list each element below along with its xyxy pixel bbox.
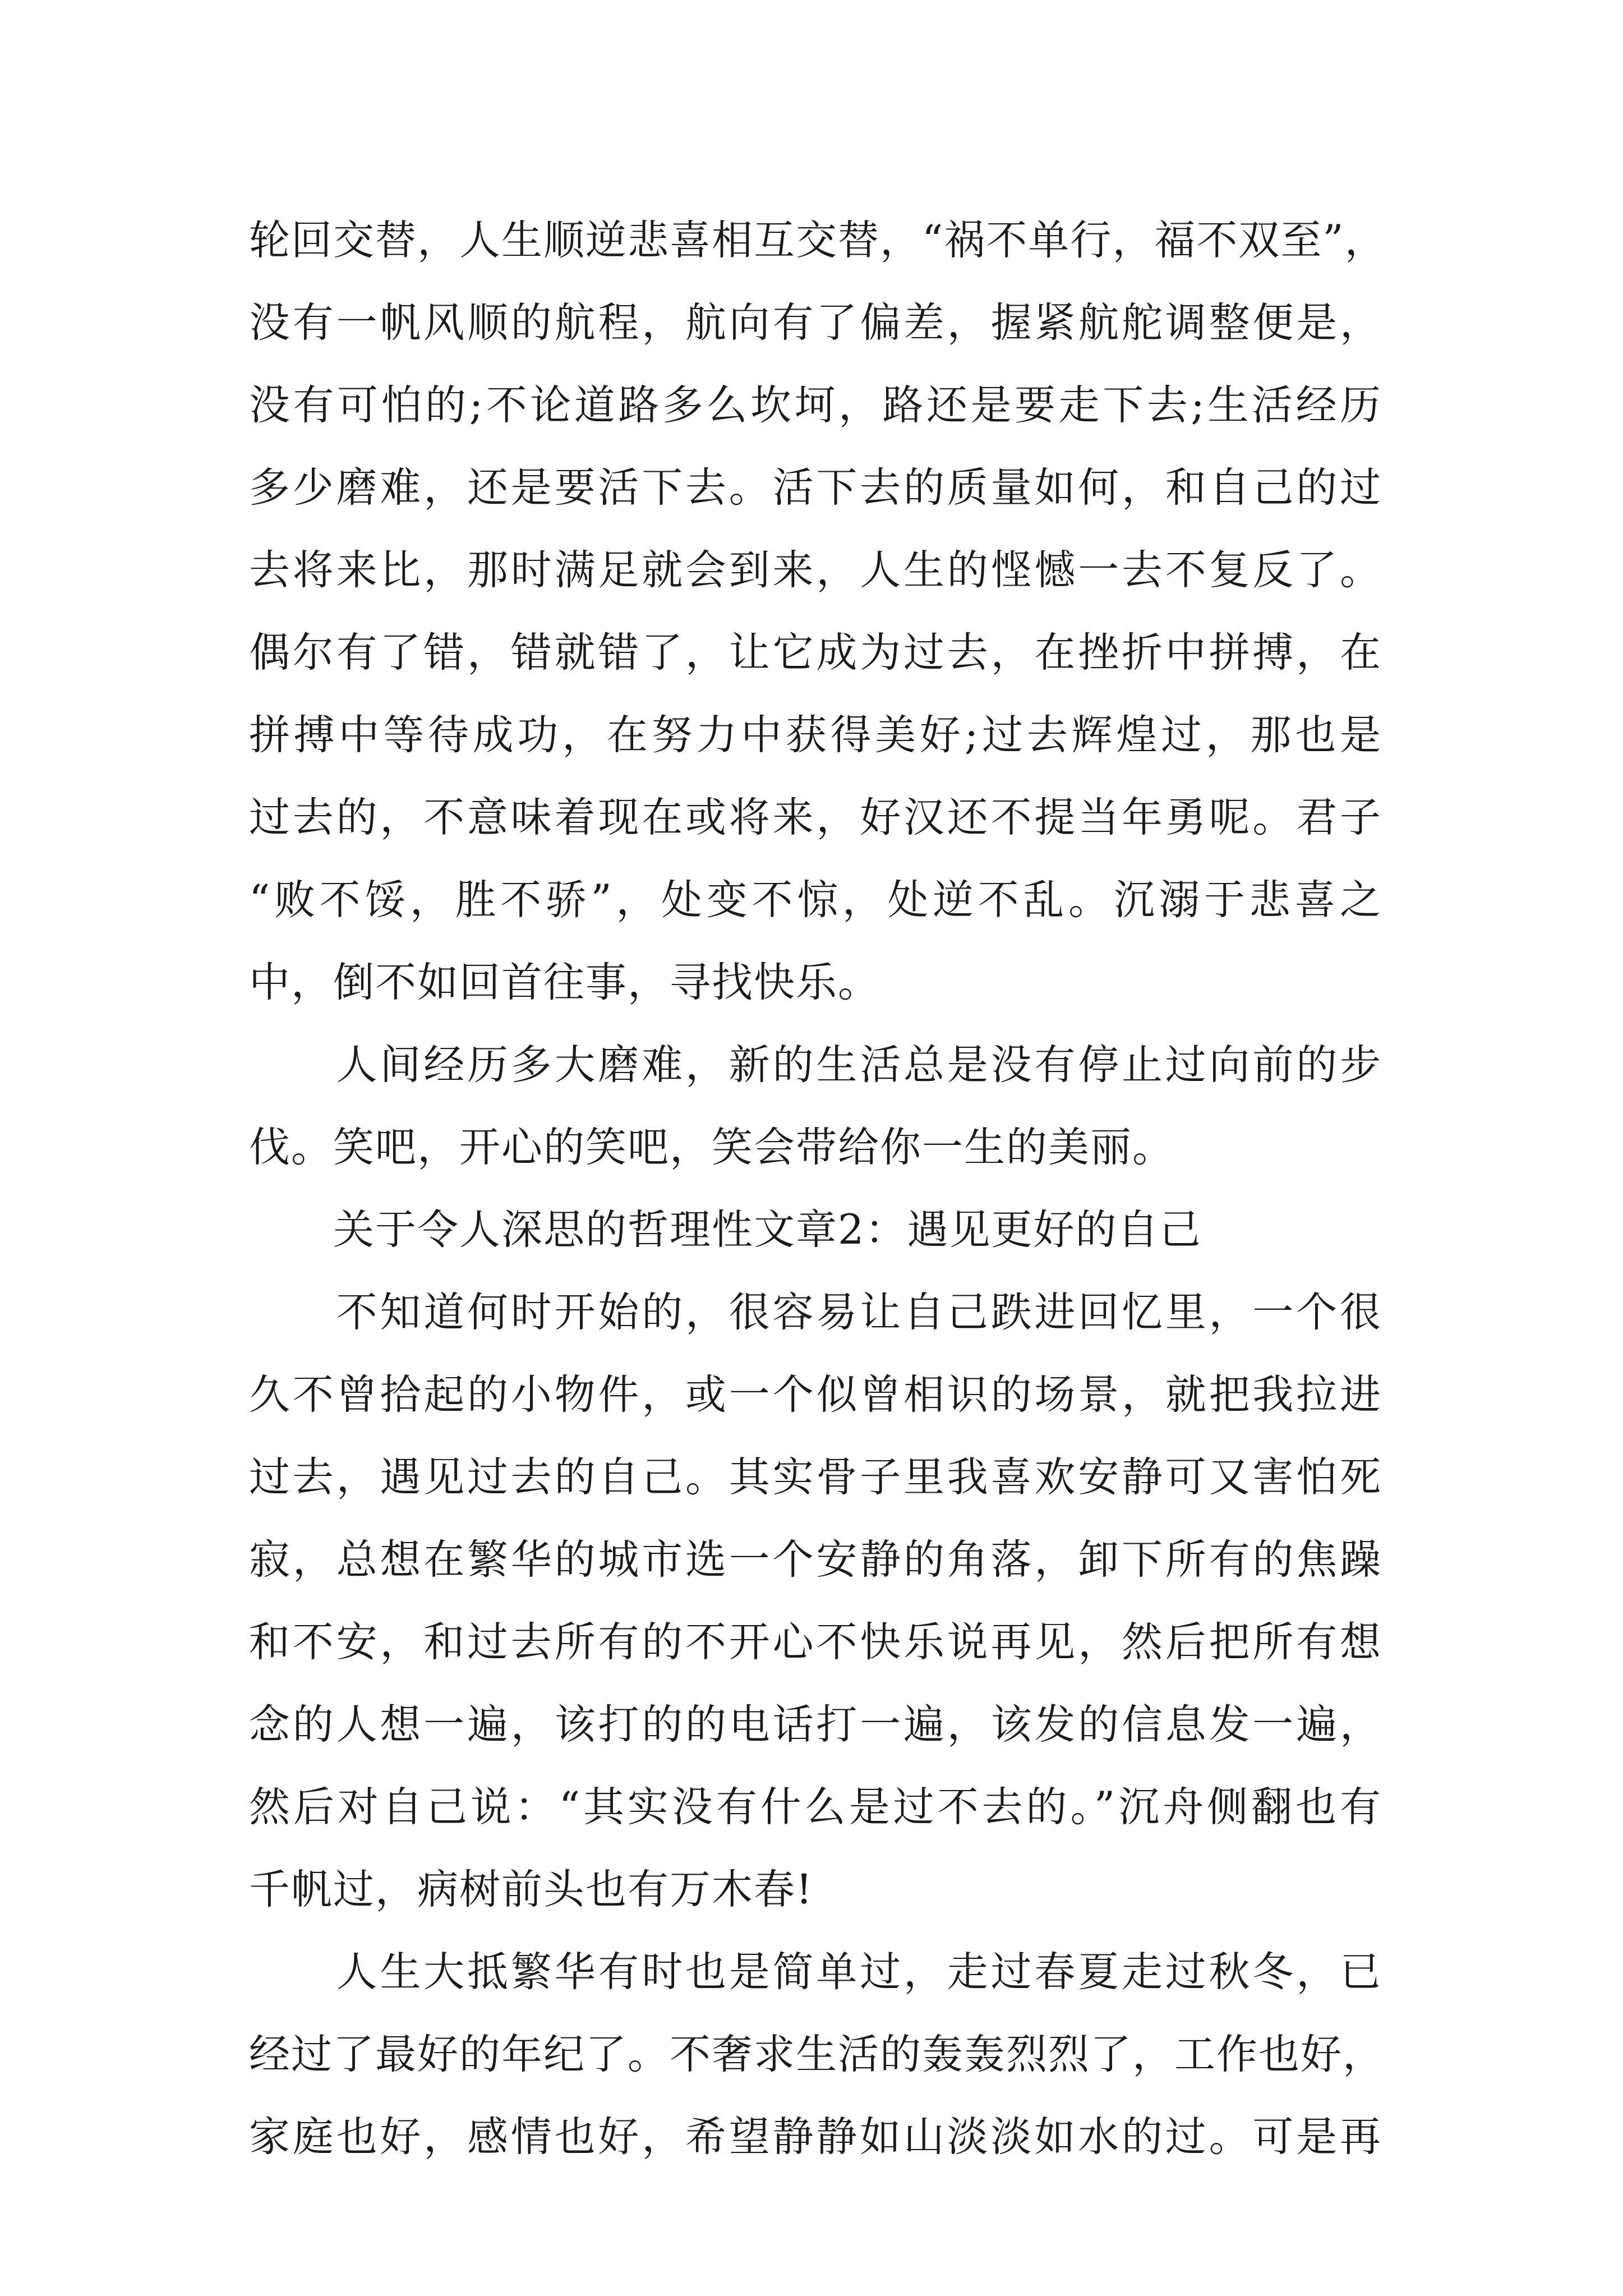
text-line: “败不馁，胜不骄”，处变不惊，处逆不乱。沉溺于悲喜之 [249, 876, 1382, 924]
text-line: 和不安，和过去所有的不开心不快乐说再见，然后把所有想 [249, 1618, 1382, 1666]
text-line: 过去的，不意味着现在或将来，好汉还不提当年勇呢。君子 [249, 794, 1382, 841]
text-line: 去将来比，那时满足就会到来，人生的悭憾一去不复反了。 [249, 546, 1382, 594]
text-line: 拼搏中等待成功，在努力中获得美好;过去辉煌过，那也是 [249, 711, 1382, 759]
text-line: 经过了最好的年纪了。不奢求生活的轰轰烈烈了，工作也好， [249, 2031, 1385, 2078]
text-line: 人生大抵繁华有时也是简单过，走过春夏走过秋冬，已 [249, 1948, 1382, 1996]
text-line: 人间经历多大磨难，新的生活总是没有停止过向前的步 [249, 1041, 1382, 1089]
text-line: 偶尔有了错，错就错了，让它成为过去，在挫折中拼搏，在 [249, 629, 1382, 677]
text-line: 中，倒不如回首往事，寻找快乐。 [249, 959, 880, 1006]
text-line: 寂，总想在繁华的城市选一个安静的角落，卸下所有的焦躁 [249, 1536, 1382, 1584]
section-heading: 关于令人深思的哲理性文章2：遇见更好的自己 [249, 1206, 1202, 1254]
text-line: 家庭也好，感情也好，希望静静如山淡淡如水的过。可是再 [249, 2113, 1382, 2161]
text-line: 过去，遇见过去的自己。其实骨子里我喜欢安静可又害怕死 [249, 1453, 1382, 1501]
text-line: 然后对自己说：“其实没有什么是过不去的。”沉舟侧翻也有 [249, 1783, 1382, 1831]
text-line: 不知道何时开始的，很容易让自己跌进回忆里，一个很 [249, 1289, 1382, 1336]
text-line: 念的人想一遍，该打的的电话打一遍，该发的信息发一遍， [249, 1701, 1382, 1749]
text-line: 伐。笑吧，开心的笑吧，笑会带给你一生的美丽。 [249, 1124, 1174, 1171]
text-line: 轮回交替，人生顺逆悲喜相互交替，“祸不单行，福不双至”， [249, 217, 1387, 264]
text-line: 久不曾拾起的小物件，或一个似曾相识的场景，就把我拉进 [249, 1371, 1382, 1419]
text-line: 没有一帆风顺的航程，航向有了偏差，握紧航舵调整便是， [249, 299, 1382, 347]
article-body [249, 199, 1387, 2178]
text-line: 千帆过，病树前头也有万木春! [249, 1866, 814, 1913]
text-line: 多少磨难，还是要活下去。活下去的质量如何，和自己的过 [249, 464, 1382, 512]
text-line: 没有可怕的;不论道路多么坎坷，路还是要走下去;生活经历 [249, 381, 1382, 429]
